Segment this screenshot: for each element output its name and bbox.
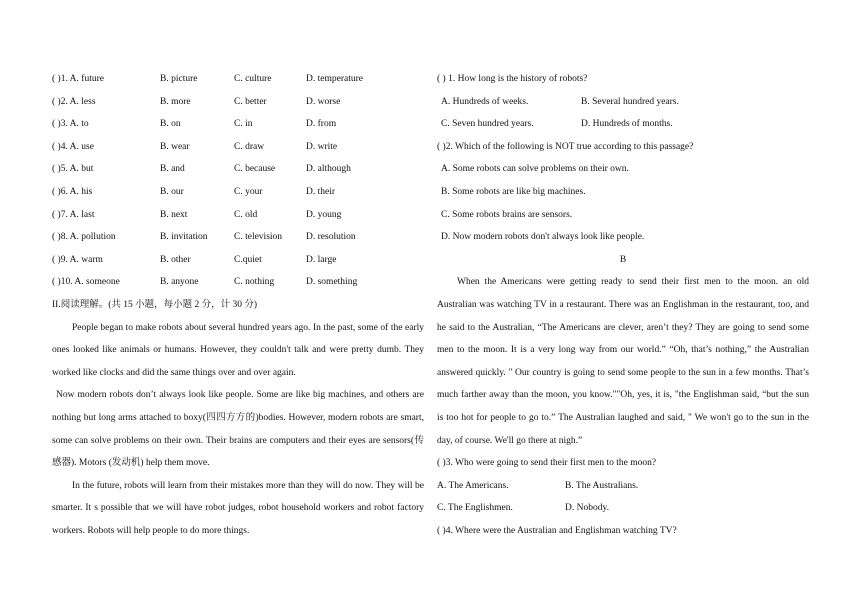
question-3-stem: ( )3. Who were going to send their first men to the moon? — [437, 458, 657, 469]
question-1-options-row-1 — [437, 91, 809, 114]
cloze-option-c: C. nothing — [234, 277, 275, 288]
passage-a-paragraph-2: Now modern robots don’t always look like people. Some are like big machines, and others are nothing but long arms attached to boxy(四四方方的)bodies. However, modern robots are smart, some can solve problems on their own. Their brains are computers and their eyes are sensors(传感器). Motors (发动机) help them move. — [52, 390, 424, 469]
cloze-row — [52, 271, 424, 294]
question-2-option-c: C. Some robots brains are sensors. — [441, 209, 573, 220]
cloze-option-a: ( )1. A. future — [52, 74, 104, 84]
cloze-row — [52, 136, 424, 159]
cloze-option-b: B. and — [160, 164, 185, 175]
passage-b-label: B — [619, 254, 627, 265]
question-1-option-d: D. Hundreds of months. — [581, 119, 673, 130]
passage-a-paragraph-1: People began to make robots about several hundred years ago. In the past, some of the early ones looked like animals or humans. However, they couldn't talk and were pretty dumb. They worked like clocks and did the same things over and over again. — [52, 322, 424, 378]
cloze-row — [52, 249, 424, 272]
cloze-option-d: D. from — [306, 119, 337, 130]
cloze-option-b: B. on — [160, 119, 181, 130]
question-3-options-row-1 — [437, 475, 809, 498]
question-3-options-row-2 — [437, 497, 809, 520]
passage-b-paragraph: When the Americans were getting ready to send their first men to the moon. an old Australian was watching TV in a restaurant. There was an Englishman in the restaurant, too, and he said to the Australian, “The Americans are clever, aren’t they? They are going to send some men to the moon. It is a very long way from our world.” “Oh, that’s nothing,” the Australian answered quickly. " Our country is going to send some people to the sun in a few months. That’s much farther away than the moon, you know.""Oh, yes, it is, "the Englishman said, “but the sun is too hot for people to go to.” The Australian laughed and said, " We won't go to the sun in the day, of course. We'll go there at nigh.” — [437, 277, 809, 446]
cloze-option-d: D. young — [306, 209, 342, 220]
question-3-option-d: D. Nobody. — [565, 503, 609, 514]
cloze-options-list — [52, 68, 424, 294]
cloze-option-a: ( )10. A. someone — [52, 277, 120, 288]
question-3-option-c: C. The Englishmen. — [437, 503, 513, 514]
cloze-option-a: ( )6. A. his — [52, 186, 93, 197]
cloze-option-d: D. write — [306, 141, 338, 152]
cloze-option-a: ( )7. A. last — [52, 209, 95, 220]
cloze-option-b: B. next — [160, 209, 188, 220]
cloze-option-d: D. large — [306, 254, 337, 265]
cloze-option-c: C. your — [234, 186, 263, 197]
cloze-option-c: C. television — [234, 232, 283, 243]
question-1-option-a: A. Hundreds of weeks. — [441, 96, 529, 107]
cloze-option-c: C. culture — [234, 74, 272, 84]
cloze-row — [52, 181, 424, 204]
cloze-option-c: C. draw — [234, 141, 265, 152]
passage-a-paragraph-3: In the future, robots will learn from their mistakes more than they will do now. They will be smarter. It s possible that we will have robot judges, robot household workers and robot factory workers. Robots will help people to do more things. — [52, 480, 424, 536]
question-3-option-b: B. The Australians. — [565, 480, 639, 491]
question-1-option-b: B. Several hundred years. — [581, 96, 679, 107]
question-2-stem: ( )2. Which of the following is NOT true according to this passage? — [437, 141, 694, 152]
cloze-option-d: D. temperature — [306, 74, 363, 84]
cloze-row — [52, 226, 424, 249]
cloze-option-a: ( )8. A. pollution — [52, 232, 116, 243]
question-2-option-d: D. Now modern robots don't always look like people. — [441, 232, 645, 243]
cloze-option-a: ( )9. A. warm — [52, 254, 103, 265]
cloze-option-c: C.quiet — [234, 254, 262, 265]
cloze-option-b: B. picture — [160, 74, 198, 84]
section-title: II.阅读理解。(共 15 小题，每小题 2 分，计 30 分) — [52, 299, 258, 310]
cloze-option-a: ( )4. A. use — [52, 141, 94, 152]
question-1-stem: ( ) 1. How long is the history of robots? — [437, 74, 588, 84]
cloze-option-b: B. wear — [160, 141, 190, 152]
question-4-stem: ( )4. Where were the Australian and Englishman watching TV? — [437, 525, 677, 536]
question-3-option-a: A. The Americans. — [437, 480, 509, 491]
cloze-option-b: B. our — [160, 186, 184, 197]
question-2-option-b: B. Some robots are like big machines. — [441, 186, 586, 197]
cloze-option-c: C. better — [234, 96, 267, 107]
question-1-options-row-2 — [437, 113, 809, 136]
cloze-option-a: ( )2. A. less — [52, 96, 96, 107]
left-column — [52, 68, 424, 542]
cloze-option-b: B. more — [160, 96, 191, 107]
cloze-option-b: B. other — [160, 254, 191, 265]
cloze-row — [52, 91, 424, 114]
cloze-option-c: C. old — [234, 209, 258, 220]
cloze-option-d: D. resolution — [306, 232, 356, 243]
cloze-row — [52, 68, 424, 91]
cloze-row — [52, 158, 424, 181]
cloze-row — [52, 204, 424, 227]
cloze-option-c: C. because — [234, 164, 276, 175]
cloze-option-a: ( )5. A. but — [52, 164, 94, 175]
question-1-option-c: C. Seven hundred years. — [441, 119, 534, 130]
right-column — [437, 68, 809, 542]
cloze-row — [52, 113, 424, 136]
cloze-option-d: D. worse — [306, 96, 341, 107]
question-2-option-a: A. Some robots can solve problems on their own. — [441, 164, 629, 175]
cloze-option-d: D. their — [306, 186, 336, 197]
cloze-option-b: B. invitation — [160, 232, 208, 243]
cloze-option-d: D. something — [306, 277, 358, 288]
cloze-option-c: C. in — [234, 119, 253, 130]
cloze-option-d: D. although — [306, 164, 351, 175]
cloze-option-a: ( )3. A. to — [52, 119, 89, 130]
cloze-option-b: B. anyone — [160, 277, 199, 288]
